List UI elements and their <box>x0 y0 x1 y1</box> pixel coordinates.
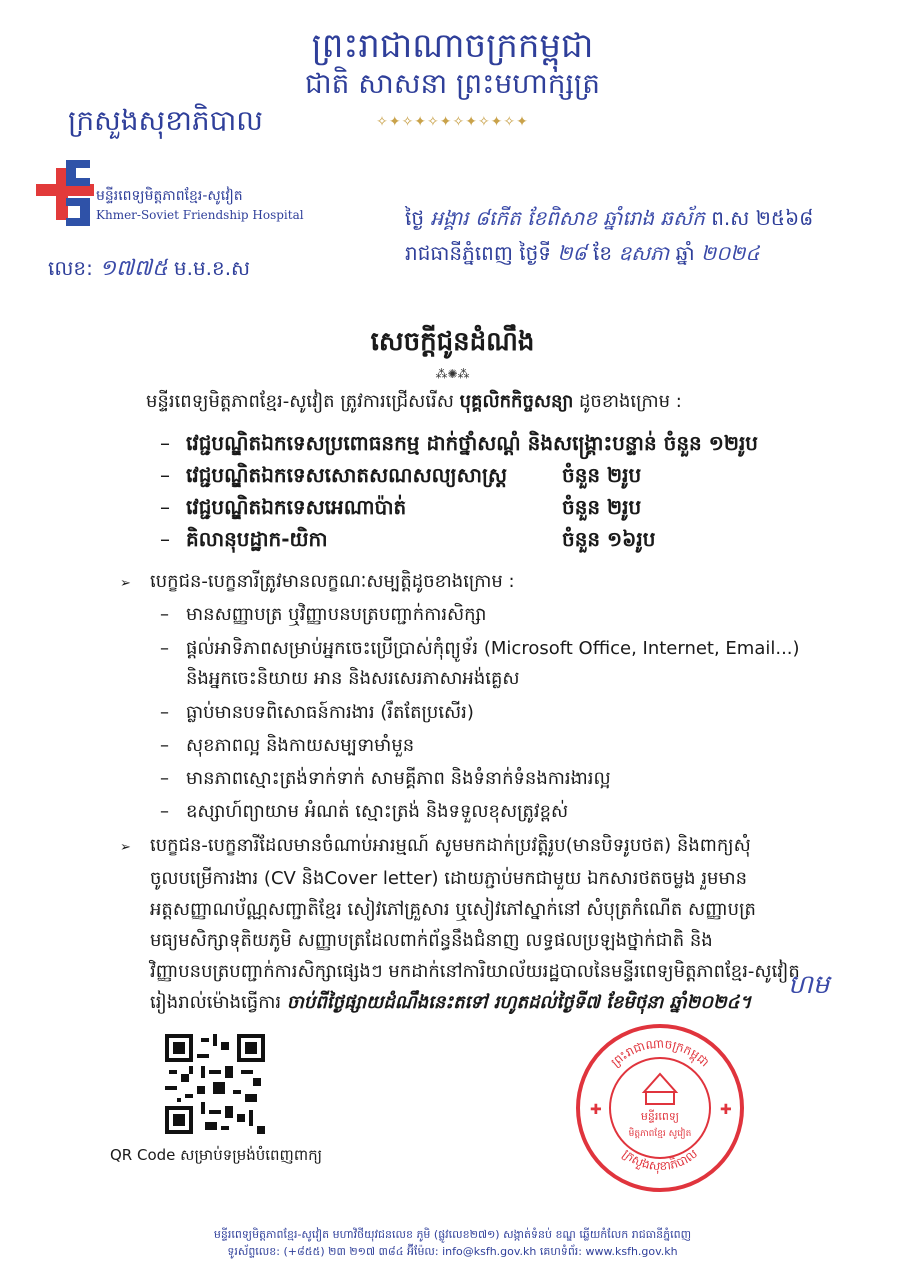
qr-code-label: QR Code សម្រាប់ទម្រង់បំពេញពាក្យ <box>110 1146 323 1164</box>
requirement-item: – សុខភាពល្អ និងកាយសម្បទាមាំមួន <box>160 735 415 756</box>
application-line-text: រៀងរាល់ម៉ោងធ្វើការ <box>150 992 287 1013</box>
requirement-item: – មានសញ្ញាបត្រ ឬវិញ្ញាបនបត្របញ្ជាក់ការសិក្សា <box>160 604 487 625</box>
requirement-text: សុខភាពល្អ និងកាយសម្បទាមាំមួន <box>186 735 415 756</box>
svg-text:ក្រសួងសុខាភិបាល <box>620 1147 700 1175</box>
notice-title: សេចក្តីជូនដំណឹង <box>370 327 535 357</box>
notice-intro <box>146 389 682 416</box>
solar-year-prefix: ឆ្នាំ <box>675 241 695 265</box>
position-count: ចំនួន ២រូប <box>562 495 642 519</box>
handwritten-initials: ហម <box>788 970 830 1000</box>
solar-date-prefix: រាជធានីភ្នំពេញ ថ្ងៃទី <box>405 241 552 265</box>
application-line: មធ្យមសិក្សាទុតិយភូមិ សញ្ញាបត្រដែលពាក់ព័ន្ធនឹងជំនាញ លទ្ធផលប្រឡងថ្នាក់ជាតិ និង <box>150 930 713 951</box>
header-ornament: ✧✦✧✦✧✦✧✦✧✦✧✦ <box>376 114 529 130</box>
hospital-name-kh: មន្ទីរពេទ្យមិត្តភាពខ្មែរ-សូវៀត <box>96 188 243 204</box>
position-count: ចំនួន ១៦រូប <box>562 527 656 551</box>
lunar-date-year: ព.ស ២៥៦៨ <box>711 206 814 230</box>
seal-center-text: មន្ទីរពេទ្យ <box>640 1110 680 1123</box>
seal-cross-icon: ✚ <box>720 1102 732 1118</box>
position-title: វេជ្ជបណ្ឌិតឯកទេសសោតសណសល្យសាស្ត្រ <box>186 463 507 487</box>
application-paragraph <box>120 830 820 1018</box>
requirement-text: មានសញ្ញាបត្រ ឬវិញ្ញាបនបត្របញ្ជាក់ការសិក្សា <box>186 604 487 625</box>
application-line: អត្តសញ្ញាណប័ណ្ណសញ្ជាតិខ្មែរ សៀវភៅគ្រួសារ ឬសៀវភៅស្នាក់នៅ សំបុត្រកំណើត សញ្ញាបត្រ <box>150 899 756 920</box>
requirement-item: – មានភាពស្មោះត្រង់ទាក់ទាក់ សាមគ្គីភាព និងទំនាក់ទំនងការងារល្អ <box>160 768 611 789</box>
application-line-text: បេក្ខជន-បេក្ខនារីដែលមានចំណាប់អារម្មណ៍ សូមមកដាក់ប្រវត្តិរូប(មានបិទរូបថត) និងពាក្យសុំ <box>150 835 751 856</box>
application-deadline: ចាប់ពីថ្ងៃផ្សាយដំណឹងនេះតទៅ រហូតដល់ថ្ងៃទី៧ ខែមិថុនា ឆ្នាំ២០២៤។ <box>286 992 752 1013</box>
reference-value: ១៧៧៥ <box>99 256 168 281</box>
lunar-date <box>405 205 813 235</box>
position-item: – វេជ្ជបណ្ឌិតឯកទេសសោតសណសល្យសាស្ត្រ ចំនួន ២រូប <box>160 462 507 492</box>
application-qr-code[interactable] <box>165 1034 265 1134</box>
application-line: វិញ្ញាបនបត្របញ្ជាក់ការសិក្សាផ្សេងៗ មកដាក់នៅការិយាល័យរដ្ឋបាលនៃមន្ទីរពេទ្យមិត្តភាពខ្មែរ-សូវៀត <box>150 961 800 982</box>
application-line <box>120 830 820 863</box>
requirement-item: – ឧស្សាហ៍ព្យាយាម អំណត់ ស្មោះត្រង់ និងទទួលខុសត្រូវខ្ពស់ <box>160 801 569 822</box>
seal-top-text: ព្រះរាជាណាចក្រកម្ពុជា <box>608 1036 712 1070</box>
position-item: – គិលានុបដ្ឋាក-យិកា ចំនួន ១៦រូប <box>160 526 328 556</box>
requirement-text: ឧស្សាហ៍ព្យាយាម អំណត់ ស្មោះត្រង់ និងទទួលខុសត្រូវខ្ពស់ <box>186 801 569 822</box>
requirements-heading <box>120 569 515 596</box>
requirement-text: និងអ្នកចេះនិយាយ អាន និងសរសេរភាសាអង់គ្លេស <box>186 668 520 689</box>
requirement-item: – ផ្តល់អាទិភាពសម្រាប់អ្នកចេះប្រើប្រាស់កុំព្យូទ័រ (Microsoft Office, Internet, Email...) <box>160 638 800 659</box>
solar-month-prefix: ខែ <box>593 241 613 265</box>
requirements-heading-text: បេក្ខជន-បេក្ខនារីត្រូវមានលក្ខណៈសម្បត្តិដូចខាងក្រោម : <box>150 571 515 592</box>
seal-cross-icon: ✚ <box>590 1102 602 1118</box>
requirement-item: – ធ្លាប់មានបទពិសោធន៍ការងារ (រឹតតែប្រសើរ) <box>160 702 474 723</box>
position-item: – វេជ្ជបណ្ឌិតឯកទេសប្រពោធនកម្ម ដាក់ថ្នាំសណ្តំ និងសង្គ្រោះបន្ទាន់ ចំនួន ១២រូប <box>160 431 759 455</box>
hospital-logo <box>36 158 94 230</box>
reference-number: លេខ: ១៧៧៥ ម.ម.ខ.ស <box>48 256 251 281</box>
intro-bold: បុគ្គលិកកិច្ចសន្យា <box>459 391 574 412</box>
application-line: ចូលបម្រើការងារ (CV និងCover letter) ដោយភ្ជាប់មកជាមួយ ឯកសារថតចម្លង រួមមាន <box>150 868 748 889</box>
application-line <box>120 987 820 1018</box>
national-motto: ជាតិ សាសនា ព្រះមហាក្សត្រ <box>304 67 601 100</box>
requirement-item <box>160 666 520 693</box>
position-count: ចំនួន ១២រូប <box>663 431 759 455</box>
position-title: គិលានុបដ្ឋាក-យិកា <box>186 527 328 551</box>
solar-date <box>405 240 760 270</box>
position-item: – វេជ្ជបណ្ឌិតឯកទេសអេណាប៉ាត់ ចំនួន ២រូប <box>160 494 406 524</box>
footer-address: មន្ទីរពេទ្យមិត្តភាពខ្មែរ-សូវៀត មហាវិថីយុវជនលេខ ភូមិ (ផ្លូវលេខ២៧១) សង្កាត់ទំនប់ ខណ្ឌ ឆ្លើយកំលែក រាជធានីភ្នំពេញ <box>213 1228 692 1241</box>
svg-text:ព្រះរាជាណាចក្រកម្ពុជា <box>608 1036 712 1069</box>
title-ornament: ⁂✺⁂ <box>435 367 470 381</box>
intro-tail: ដូចខាងក្រោម : <box>573 391 682 412</box>
seal-sub-text: មិត្តភាពខ្មែរ សូវៀត <box>628 1129 692 1139</box>
solar-date-day: ២៨ <box>557 241 587 265</box>
lunar-date-prefix: ថ្ងៃ <box>405 206 425 230</box>
requirement-text: មានភាពស្មោះត្រង់ទាក់ទាក់ សាមគ្គីភាព និងទំនាក់ទំនងការងារល្អ <box>186 768 611 789</box>
solar-date-month: ឧសភា <box>618 241 670 265</box>
footer-contact: ទូរស័ព្ទលេខ: (+៨៥៥) ២៣ ២១៧ ៣៨៤ អ៊ីម៉ែល: info@ksfh.gov.kh គេហទំព័រ: www.ksfh.gov.kh <box>227 1245 678 1258</box>
seal-bottom-text: ក្រសួងសុខាភិបាល <box>619 1146 701 1174</box>
solar-date-year: ២០២៤ <box>700 241 760 265</box>
hospital-name-en: Khmer-Soviet Friendship Hospital <box>96 208 304 222</box>
requirement-text: ធ្លាប់មានបទពិសោធន៍ការងារ (រឹតតែប្រសើរ) <box>186 702 474 723</box>
arrow-icon: ➢ <box>120 840 131 855</box>
requirement-text: ផ្តល់អាទិភាពសម្រាប់អ្នកចេះប្រើប្រាស់កុំព្យូទ័រ (Microsoft Office, Internet, Email...) <box>186 638 800 659</box>
arrow-icon: ➢ <box>120 576 131 591</box>
official-seal <box>574 1022 746 1194</box>
position-title: វេជ្ជបណ្ឌិតឯកទេសប្រពោធនកម្ម ដាក់ថ្នាំសណ្តំ និងសង្គ្រោះបន្ទាន់ <box>186 431 657 455</box>
reference-suffix: ម.ម.ខ.ស <box>173 256 251 280</box>
intro-text: មន្ទីរពេទ្យមិត្តភាពខ្មែរ-សូវៀត ត្រូវការជ្រើសរើស <box>146 391 460 412</box>
ministry-name: ក្រសួងសុខាភិបាល <box>68 104 263 137</box>
position-count: ចំនួន ២រូប <box>562 463 642 487</box>
kingdom-title: ព្រះរាជាណាចក្រកម្ពុជា <box>311 26 594 66</box>
lunar-date-day: អង្គារ <box>430 206 469 230</box>
lunar-date-mid: ៨កើត ខែពិសាខ ឆ្នាំរោង ឆស័ក <box>474 206 705 230</box>
position-title: វេជ្ជបណ្ឌិតឯកទេសអេណាប៉ាត់ <box>186 495 407 519</box>
reference-prefix: លេខ <box>48 256 87 280</box>
